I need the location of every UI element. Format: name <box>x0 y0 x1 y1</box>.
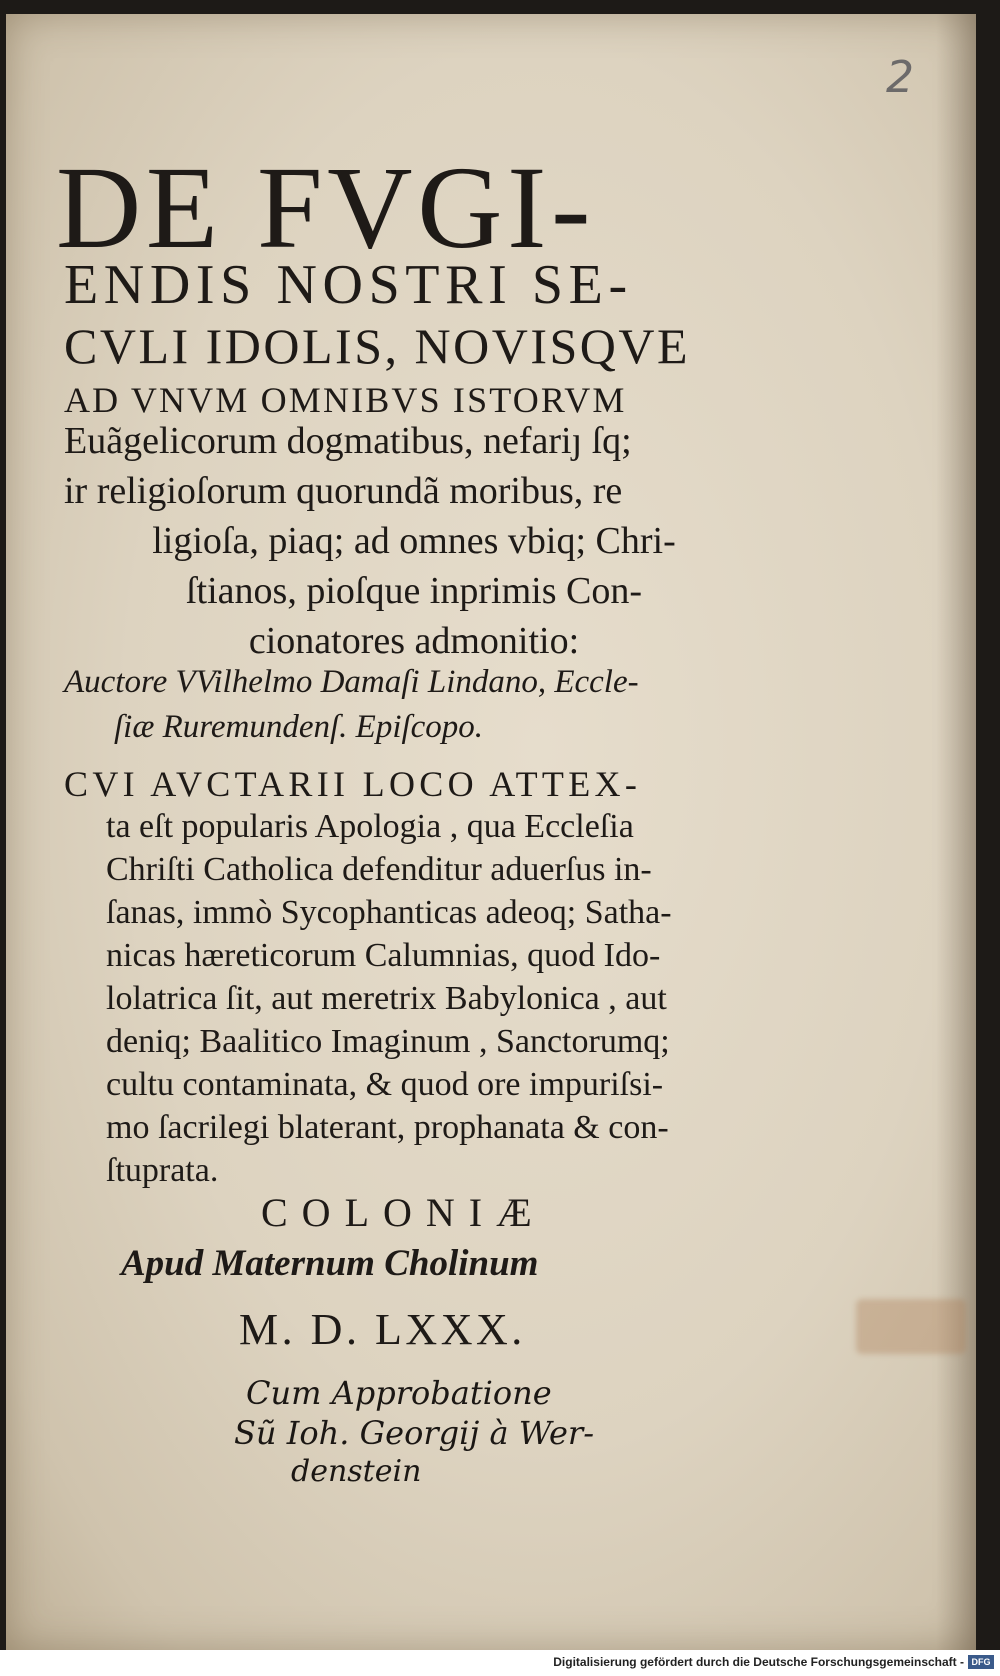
author-line: Auctore VVilhelmo Damaſi Lindano, Eccle- <box>64 664 639 700</box>
title-line-3: CVLI IDOLIS, NOVISQVE <box>64 318 691 374</box>
paper-stain <box>856 1299 966 1354</box>
handwritten-line: Cum Approbatione <box>246 1374 552 1412</box>
body-line: Euãgelicorum dogmatibus, nefariȷ ſq; <box>64 420 632 462</box>
handwritten-line: denstein <box>291 1454 422 1489</box>
cui-line: lolatrica ſit, aut meretrix Babylonica , aut <box>106 980 667 1017</box>
cui-line: ſtuprata. <box>106 1152 219 1189</box>
body-line: cionatores admonitio: <box>248 620 580 662</box>
cui-line: cultu contaminata, & quod ore impuriſsi- <box>106 1066 664 1103</box>
page-number: 2 <box>886 52 914 103</box>
cui-line: mo ſacrilegi blaterant, prophanata & con- <box>106 1109 669 1146</box>
cui-line: deniq; Baalitico Imaginum , Sanctorumq; <box>106 1023 670 1060</box>
cui-heading: CVI AVCTARII LOCO ATTEX- <box>64 764 642 804</box>
body-line: ſtianos, pioſque inprimis Con- <box>186 570 642 612</box>
handwritten-line: Sũ Ioh. Georgij à Wer- <box>234 1414 595 1452</box>
imprint-year: M. D. LXXX. <box>239 1305 526 1354</box>
cui-line: Chriſti Catholica defenditur aduerſus in- <box>106 851 652 888</box>
cui-line: ta eſt popularis Apologia , qua Eccleſia <box>106 808 634 845</box>
dfg-logo: DFG <box>968 1655 994 1669</box>
title-line-1: DE FVGI- <box>56 142 596 273</box>
title-line-4: AD VNVM OMNIBVS ISTORVM <box>64 380 627 420</box>
cui-line: nicas hæreticorum Calumnias, quod Ido- <box>106 937 661 974</box>
imprint-city: COLONIÆ <box>261 1190 546 1235</box>
body-line: ir religioſorum quorundã moribus, re <box>64 470 623 512</box>
digitization-footer <box>0 1650 1000 1676</box>
author-line: ſiæ Ruremundenſ. Epiſcopo. <box>114 709 484 745</box>
title-page <box>6 14 976 1650</box>
imprint-publisher: Apud Maternum Cholinum <box>121 1243 539 1284</box>
footer-credit: Digitalisierung gefördert durch die Deutsche Forschungsgemeinschaft - <box>553 1655 964 1669</box>
cui-line: ſanas, immò Sycophanticas adeoq; Satha- <box>106 894 672 931</box>
body-line: ligioſa, piaq; ad omnes vbiq; Chri- <box>152 520 676 562</box>
title-line-2: ENDIS NOSTRI SE- <box>64 254 633 316</box>
